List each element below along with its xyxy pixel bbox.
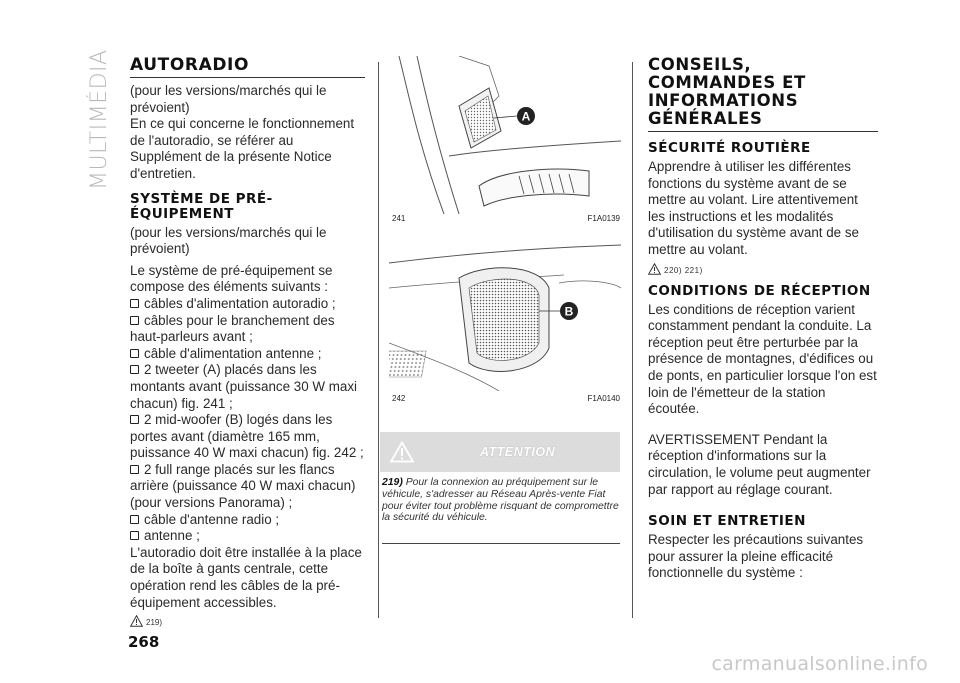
warning-triangle-icon <box>130 615 143 627</box>
figure-code: F1A0139 <box>587 214 620 223</box>
warning-reference-numbers: 220) 221) <box>664 265 703 275</box>
list-item: câbles pour le branchement des haut-parleurs avant ; <box>130 312 335 345</box>
column-divider-right <box>632 62 633 618</box>
tweeter-illustration <box>389 56 621 214</box>
care-paragraph: Respecter les précautions suivantes pour assurer la pleine efficacité fonctionnelle du système : <box>648 532 864 581</box>
reception-heading: CONDITIONS DE RÉCEPTION <box>648 282 871 299</box>
reception-warning: AVERTISSEMENT Pendant la réception d'informations sur la circulation, le volume peut augmenter par rapport au réglage courant. <box>648 431 871 497</box>
left-column <box>130 56 365 629</box>
warning-triangle-icon <box>390 441 414 463</box>
general-info-heading: CONSEILS, COMMANDES ET INFORMATIONS GÉNÉRALES <box>648 56 878 132</box>
attention-message: Pour la connexion au préquipement sur le véhicule, s'adresser au Réseau Après-vente Fiat pour éviter tout problème risquant de compromettre la sécurité du véhicule. <box>382 477 619 524</box>
list-item: 2 tweeter (A) placés dans les montants avant (puissance 30 W maxi chacun) fig. 241 ; <box>130 362 358 411</box>
list-item: câble d'alimentation antenne ; <box>130 346 365 363</box>
figure-242-caption <box>392 394 620 403</box>
checkbox-bullet-icon <box>130 349 139 358</box>
list-item: 2 mid-woofer (B) logés dans les portes avant (diamètre 165 mm, puissance 40 W maxi chacun) fig. 242 ; <box>130 412 364 461</box>
midwoofer-illustration <box>389 233 621 391</box>
list-item: câble d'antenne radio ; <box>130 512 365 529</box>
column-divider-left <box>378 62 379 618</box>
callout-letter-b: B <box>564 304 574 319</box>
attention-text <box>382 474 620 544</box>
reception-paragraph: Les conditions de réception varient constamment pendant la conduite. La réception peut être perturbée par la présence de montagnes, d'édifices ou de ponts, en particulier lorsque l'on est loin de l'émetteur de la station écoutée. <box>648 301 877 417</box>
section-side-label: MULTIMÉDIA <box>87 49 112 190</box>
autoradio-versions-note: (pour les versions/marchés qui le prévoient) <box>130 83 327 115</box>
list-item: antenne ; <box>130 528 365 545</box>
figure-242-midwoofer <box>389 233 621 391</box>
attention-banner <box>380 432 620 472</box>
care-heading: SOIN ET ENTRETIEN <box>648 513 806 530</box>
checkbox-bullet-icon <box>130 531 139 540</box>
autoradio-heading: AUTORADIO <box>130 56 365 78</box>
checkbox-bullet-icon <box>130 415 139 424</box>
checkbox-bullet-icon <box>130 316 139 325</box>
road-safety-paragraph: Apprendre à utiliser les différentes fonctions du système avant de se mettre au volant. Lire attentivement les instructions et les modalités d'utilisation du système avant de se mettre au volant. <box>648 159 859 257</box>
figure-241-caption <box>392 214 620 223</box>
checkbox-bullet-icon <box>130 365 139 374</box>
attention-title: ATTENTION <box>480 445 556 459</box>
checkbox-bullet-icon <box>130 299 139 308</box>
figure-number: 241 <box>392 214 406 223</box>
list-item: câbles d'alimentation autoradio ; <box>130 296 365 313</box>
attention-number: 219) <box>382 477 403 488</box>
figure-number: 242 <box>392 394 406 403</box>
figure-241-tweeter <box>389 56 621 214</box>
right-column <box>648 56 878 582</box>
warning-reference <box>130 615 365 627</box>
list-item: 2 full range placés sur les flancs arrière (puissance 40 W maxi chacun) (pour versions Panorama) ; <box>130 461 356 511</box>
preequipment-versions-note: (pour les versions/marchés qui le prévoient) <box>130 224 327 257</box>
figure-code: F1A0140 <box>587 394 620 403</box>
preequipment-list <box>130 296 365 545</box>
autoradio-paragraph: En ce qui concerne le fonctionnement de l'autoradio, se référer au Supplément de la présente Notice d'entretien. <box>130 116 355 181</box>
install-paragraph: L'autoradio doit être installée à la place de la boîte à gants centrale, cette opération rend les câbles de la pré-équipement accessibles. <box>130 544 362 610</box>
checkbox-bullet-icon <box>130 465 139 474</box>
preequipment-intro: Le système de pré-équipement se compose des éléments suivants : <box>130 262 333 295</box>
page-number: 268 <box>128 633 160 651</box>
callout-letter-a: A <box>521 109 531 124</box>
warning-reference-number: 219) <box>146 618 163 628</box>
road-safety-heading: SÉCURITÉ ROUTIÈRE <box>648 140 811 156</box>
checkbox-bullet-icon <box>130 515 139 524</box>
preequipment-heading: SYSTÈME DE PRÉ-ÉQUIPEMENT <box>130 190 273 222</box>
warning-reference <box>648 263 878 275</box>
warning-triangle-icon <box>648 263 661 275</box>
watermark: carmanualsonline.info <box>711 653 928 675</box>
